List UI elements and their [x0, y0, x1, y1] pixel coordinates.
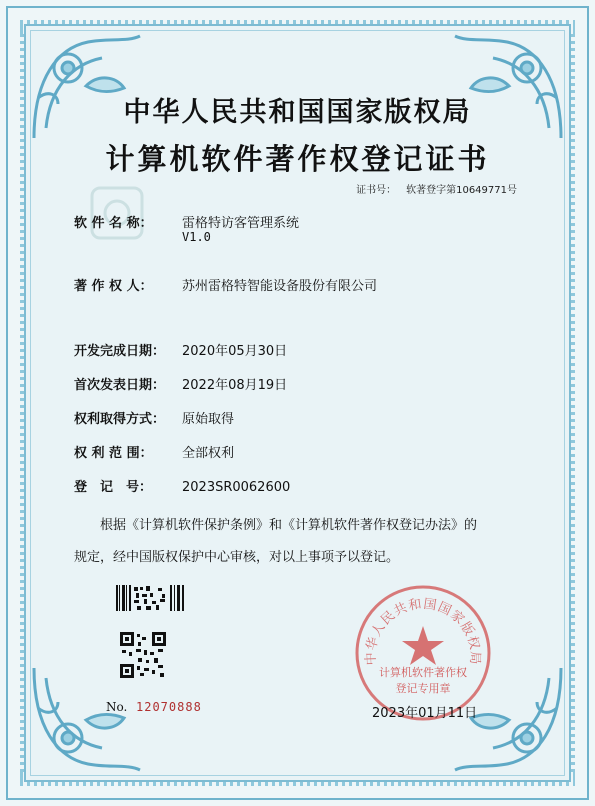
field-value: 2022年08月19日 [182, 378, 288, 393]
seal-ring-text: 中华人民共和国国家版权局 [363, 596, 483, 666]
seal-line-2: 登记专用章 [395, 682, 451, 695]
field-acquisition-method [74, 408, 234, 427]
seal-star-icon [402, 626, 444, 665]
seal-line-1: 计算机软件著作权 [379, 666, 467, 679]
cert-no-value: 软著登字第10649771号 [406, 185, 517, 196]
field-label: 权 利 范 围： [74, 446, 153, 461]
field-value: 苏州雷格特智能设备股份有限公司 [182, 279, 378, 294]
corner-ornament-top-right [447, 28, 567, 148]
body-line-2: 规定，经中国版权保护中心审核，对以上事项予以登记。 [74, 550, 400, 565]
field-registration-number [74, 476, 290, 495]
body-paragraph [74, 510, 524, 574]
field-value: 2023SR0062600 [182, 480, 291, 495]
serial-label: No. [106, 700, 128, 714]
field-label: 首次发表日期： [74, 378, 166, 393]
certificate-number [356, 181, 517, 196]
field-value: 雷格特访客管理系统 [182, 216, 300, 231]
body-line-1 [74, 510, 524, 542]
field-label: 权利取得方式： [74, 412, 166, 427]
body-line-1-text: 根据《计算机软件保护条例》和《计算机软件著作权登记办法》的 [100, 518, 478, 533]
field-completion-date [74, 340, 287, 359]
serial-number: 12070888 [136, 700, 202, 714]
issue-date: 2023年01月11日 [372, 706, 478, 721]
certificate-title: 计算机软件著作权登记证书 [105, 142, 490, 176]
barcode-image [116, 585, 184, 611]
field-label: 著 作 权 人： [74, 279, 153, 294]
software-version: V1.0 [182, 230, 211, 244]
field-value: 2020年05月30日 [182, 344, 288, 359]
field-rights-scope [74, 442, 234, 461]
issuer-title: 中华人民共和国国家版权局 [123, 97, 472, 128]
cert-no-label: 证书号： [356, 185, 397, 196]
field-value: 全部权利 [182, 446, 235, 461]
corner-ornament-top-left [28, 28, 148, 148]
field-label: 登 记 号： [74, 480, 153, 495]
field-copyright-owner [74, 275, 377, 294]
field-publication-date [74, 374, 287, 393]
field-value: 原始取得 [182, 412, 235, 427]
field-label: 开发完成日期： [74, 344, 166, 359]
field-label: 软 件 名 称： [74, 216, 153, 231]
qr-code-image [120, 632, 166, 678]
field-software-name [74, 212, 299, 231]
